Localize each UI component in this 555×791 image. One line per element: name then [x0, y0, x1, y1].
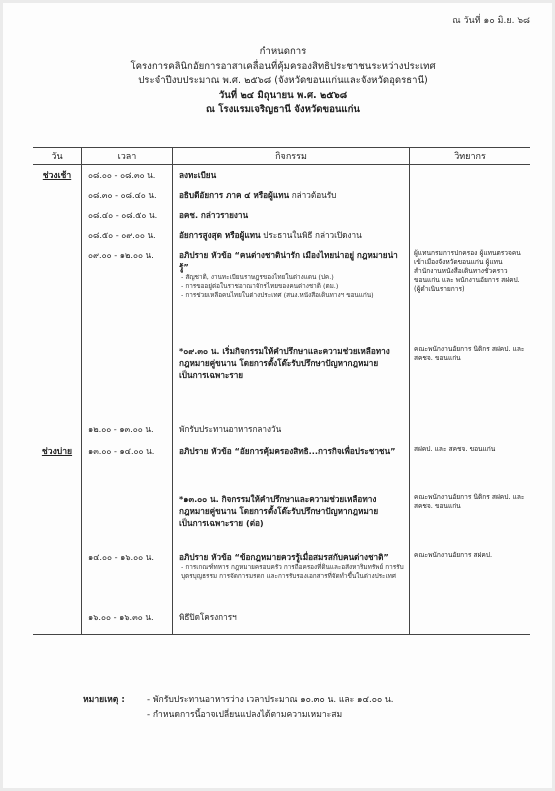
time-range: ๑๖.๐๐ - ๑๖.๓๐ น. [82, 607, 173, 635]
activity-title: อภิปราย หัวข้อ “ข้อกฎหมายควรรู้เมื่อสมรสกับคนต่างชาติ” [179, 551, 389, 562]
time-range: ๐๘.๔๐ - ๐๘.๕๐ น. [82, 205, 173, 225]
activity-detail: พักรับประทานอาหารกลางวัน [179, 423, 282, 434]
schedule-row [33, 341, 530, 419]
schedule-table [33, 147, 530, 635]
activity-title: อภิปราย หัวข้อ “อัยการคุ้มครองสิทธิ...การกิจเพื่อประชาชน” [179, 445, 396, 456]
activity-cell [173, 489, 410, 547]
activity-bullet: - การเกณฑ์ทหาร กฎหมายครอบครัว การถือครองที่ดินและอสังหาริมทรัพย์ การรับบุตรบุญธรรม การจัดการมรดก และการรับรองเอกสารที่จัดทำขึ้นในต่างประเทศ [181, 562, 404, 580]
footnote-line-2: - กำหนดการนี้อาจเปลี่ยนแปลงได้ตามความเหมาะสม [147, 710, 343, 720]
table-header-row [33, 148, 530, 165]
activity-cell [173, 419, 410, 441]
column-header-speaker: วิทยากร [410, 148, 531, 165]
footnote-line-1: - พักรับประทานอาหารว่าง เวลาประมาณ ๑๐.๓๐ น. และ ๑๔.๐๐ น. [147, 695, 394, 705]
period-label [33, 489, 82, 547]
activity-title: อคช. กล่าวรายงาน [179, 209, 249, 220]
activity-bullet: - การช่วยเหลือคนไทยในต่างประเทศ (สนง.หนังสือเดินทางฯ ขอนแก่น) [181, 290, 374, 299]
speaker-cell [410, 185, 531, 205]
column-header-period: วัน [33, 148, 82, 165]
activity-title: *๑๓.๐๐ น. กิจกรรมให้คำปรึกษาและความช่วยเหลือทางกฎหมายคู่ขนาน โดยการตั้งโต๊ะรับปรึกษาปัญหากฎหมายเป็นการเฉพาะราย (ต่อ) [179, 493, 379, 528]
speaker-cell: สฝคป. และ สคชจ. ขอนแก่น [410, 441, 531, 489]
schedule-row [33, 547, 530, 607]
activity-title: *๐๙.๓๐ น. เริ่มกิจกรรมให้คำปรึกษาและความช่วยเหลือทางกฎหมายคู่ขนาน โดยการตั้งโต๊ะรับปรึกษาปัญหากฎหมายเป็นการเฉพาะราย [179, 345, 390, 380]
activity-cell [173, 205, 410, 225]
activity-title: อัยการสูงสุด หรือผู้แทน [179, 229, 261, 240]
period-label [33, 245, 82, 341]
speaker-cell [410, 225, 531, 245]
activity-title: อภิปราย หัวข้อ “คนต่างชาติน่ารัก เมืองไทยน่าอยู่ กฎหมายน่ารู้” [179, 249, 398, 272]
schedule-row [33, 205, 530, 225]
time-range: ๑๓.๐๐ - ๑๔.๐๐ น. [82, 441, 173, 489]
period-label [33, 225, 82, 245]
activity-cell [173, 185, 410, 205]
schedule-header [63, 45, 503, 118]
activity-cell [173, 607, 410, 635]
activity-bullet: - สัญชาติ, งานทะเบียนราษฎรของไทยในต่างแดน (ปค.) [181, 272, 334, 281]
column-header-activity: กิจกรรม [173, 148, 410, 165]
schedule-row [33, 185, 530, 205]
activity-detail: กล่าวต้อนรับ [289, 189, 337, 200]
time-range [82, 489, 173, 547]
period-label [33, 341, 82, 419]
activity-detail: พิธีปิดโครงการฯ [179, 611, 237, 622]
schedule-row [33, 419, 530, 441]
period-label [33, 547, 82, 607]
speaker-cell: ผู้แทนกรมการปกครอง ผู้แทนตรวจคนเข้าเมืองจังหวัดขอนแก่น ผู้แทนสำนักงานหนังสือเดินทางชั่วคราวขอนแก่น และ พนักงานอัยการ สฝคป. (ผู้ดำเนินรายการ) [410, 245, 531, 341]
schedule-row [33, 489, 530, 547]
activity-cell [173, 547, 410, 607]
time-range: ๑๔.๐๐ - ๑๖.๐๐ น. [82, 547, 173, 607]
activity-detail: ประธานในพิธี กล่าวเปิดงาน [260, 229, 362, 240]
period-label [33, 607, 82, 635]
speaker-cell: คณะพนักงานอัยการ สฝคป. [410, 547, 531, 607]
document-page [3, 3, 552, 788]
time-range: ๐๘.๕๐ - ๐๙.๐๐ น. [82, 225, 173, 245]
speaker-cell: คณะพนักงานอัยการ นิติกร สฝคป. และ สคชจ. ขอนแก่น [410, 341, 531, 419]
schedule-row [33, 245, 530, 341]
footnote [83, 693, 394, 723]
speaker-cell [410, 419, 531, 441]
activity-cell [173, 165, 410, 185]
schedule-row [33, 607, 530, 635]
activity-title: ลงทะเบียน [179, 170, 217, 180]
activity-cell [173, 441, 410, 489]
schedule-row [33, 441, 530, 489]
column-header-time: เวลา [82, 148, 173, 165]
footnote-label: หมายเหตุ : [83, 695, 125, 705]
time-range: ๑๒.๐๐ - ๑๓.๐๐ น. [82, 419, 173, 441]
activity-cell [173, 245, 410, 341]
header-title: กำหนดการ [259, 46, 307, 57]
time-range: ๐๙.๐๐ - ๑๒.๐๐ น. [82, 245, 173, 341]
period-label [33, 185, 82, 205]
period-label [33, 205, 82, 225]
activity-cell [173, 341, 410, 419]
speaker-cell [410, 165, 531, 185]
speaker-cell [410, 607, 531, 635]
header-venue: ณ โรงแรมเจริญธานี จังหวัดขอนแก่น [206, 104, 360, 116]
period-label [33, 419, 82, 441]
schedule-row [33, 165, 530, 185]
schedule-row [33, 225, 530, 245]
header-date: วันที่ ๒๔ มิถุนายน พ.ศ. ๒๕๖๘ [218, 89, 348, 101]
header-fiscal-year: ประจำปีงบประมาณ พ.ศ. ๒๕๖๘ (จังหวัดขอนแก่นและจังหวัดอุดรธานี) [138, 75, 428, 87]
header-project-name: โครงการคลินิกอัยการอาสาเคลื่อนที่คุ้มครองสิทธิประชาชนระหว่างประเทศ [130, 60, 436, 72]
period-label: ช่วงเช้า [42, 171, 72, 181]
period-label: ช่วงบ่าย [41, 446, 73, 457]
activity-cell [173, 225, 410, 245]
speaker-cell [410, 205, 531, 225]
activity-bullet: - การขออยู่ต่อในราชอาณาจักรไทยของคนต่างชาติ (ตม.) [181, 281, 339, 290]
time-range: ๐๘.๓๐ - ๐๘.๔๐ น. [82, 185, 173, 205]
activity-title: อธิบดีอัยการ ภาค ๔ หรือผู้แทน [179, 189, 290, 200]
draft-date-note: ณ วันที่ ๑๐ มิ.ย. ๖๘ [452, 16, 530, 26]
time-range [82, 341, 173, 419]
speaker-cell: คณะพนักงานอัยการ นิติกร สฝคป. และ สคชจ. ขอนแก่น [410, 489, 531, 547]
time-range: ๐๘.๐๐ - ๐๘.๓๐ น. [82, 165, 173, 185]
